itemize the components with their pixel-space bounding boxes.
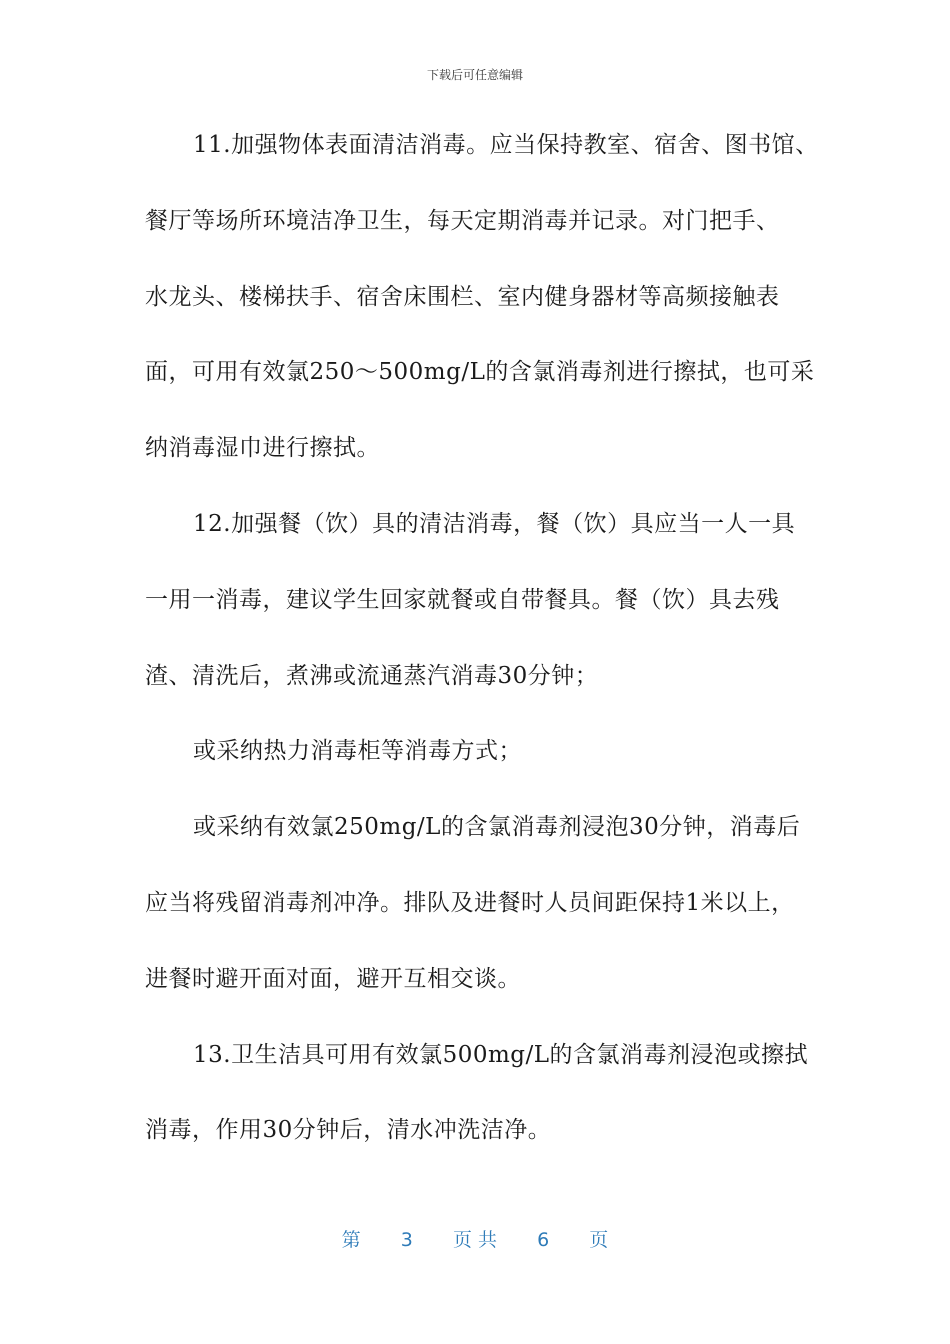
footer-suffix: 页 [589, 1229, 609, 1251]
paragraph-12-line-3: 渣、清洗后，煮沸或流通蒸汽消毒30分钟； [145, 662, 599, 689]
paragraph-11-line-5: 纳消毒湿巾进行擦拭。 [145, 435, 380, 462]
paragraph-12c-line-2: 应当将残留消毒剂冲净。排队及进餐时人员间距保持1米以上， [145, 889, 795, 916]
paragraph-11-line-3: 水龙头、楼梯扶手、宿舍床围栏、室内健身器材等高频接触表 [145, 283, 780, 310]
footer-prefix: 第 [341, 1229, 361, 1251]
paragraph-12b-line-1: 或采纳热力消毒柜等消毒方式； [193, 738, 522, 765]
footer-total-pages: 6 [537, 1229, 550, 1251]
page-footer [0, 1225, 950, 1252]
paragraph-12-line-1: 12.加强餐（饮）具的清洁消毒，餐（饮）具应当一人一具 [193, 510, 796, 537]
paragraph-12-line-2: 一用一消毒，建议学生回家就餐或自带餐具。餐（饮）具去残 [145, 586, 780, 613]
paragraph-11-line-2: 餐厅等场所环境洁净卫生，每天定期消毒并记录。对门把手、 [145, 207, 780, 234]
paragraph-13-line-2: 消毒，作用30分钟后，清水冲洗洁净。 [145, 1117, 552, 1144]
paragraph-12c-line-3: 进餐时避开面对面，避开互相交谈。 [145, 965, 521, 992]
paragraph-11-line-4: 面，可用有效氯250～500mg/L的含氯消毒剂进行擦拭，也可采 [145, 359, 815, 386]
paragraph-12c-line-1: 或采纳有效氯250mg/L的含氯消毒剂浸泡30分钟，消毒后 [193, 814, 801, 841]
paragraph-11-line-1: 11.加强物体表面清洁消毒。应当保持教室、宿舍、图书馆、 [193, 132, 819, 158]
document-body [145, 120, 825, 1181]
paragraph-13-line-1: 13.卫生洁具可用有效氯500mg/L的含氯消毒剂浸泡或擦拭 [193, 1041, 809, 1068]
footer-current-page: 3 [400, 1229, 413, 1251]
page-header: 下载后可任意编辑 [426, 68, 523, 82]
footer-middle: 页 共 [452, 1229, 498, 1251]
